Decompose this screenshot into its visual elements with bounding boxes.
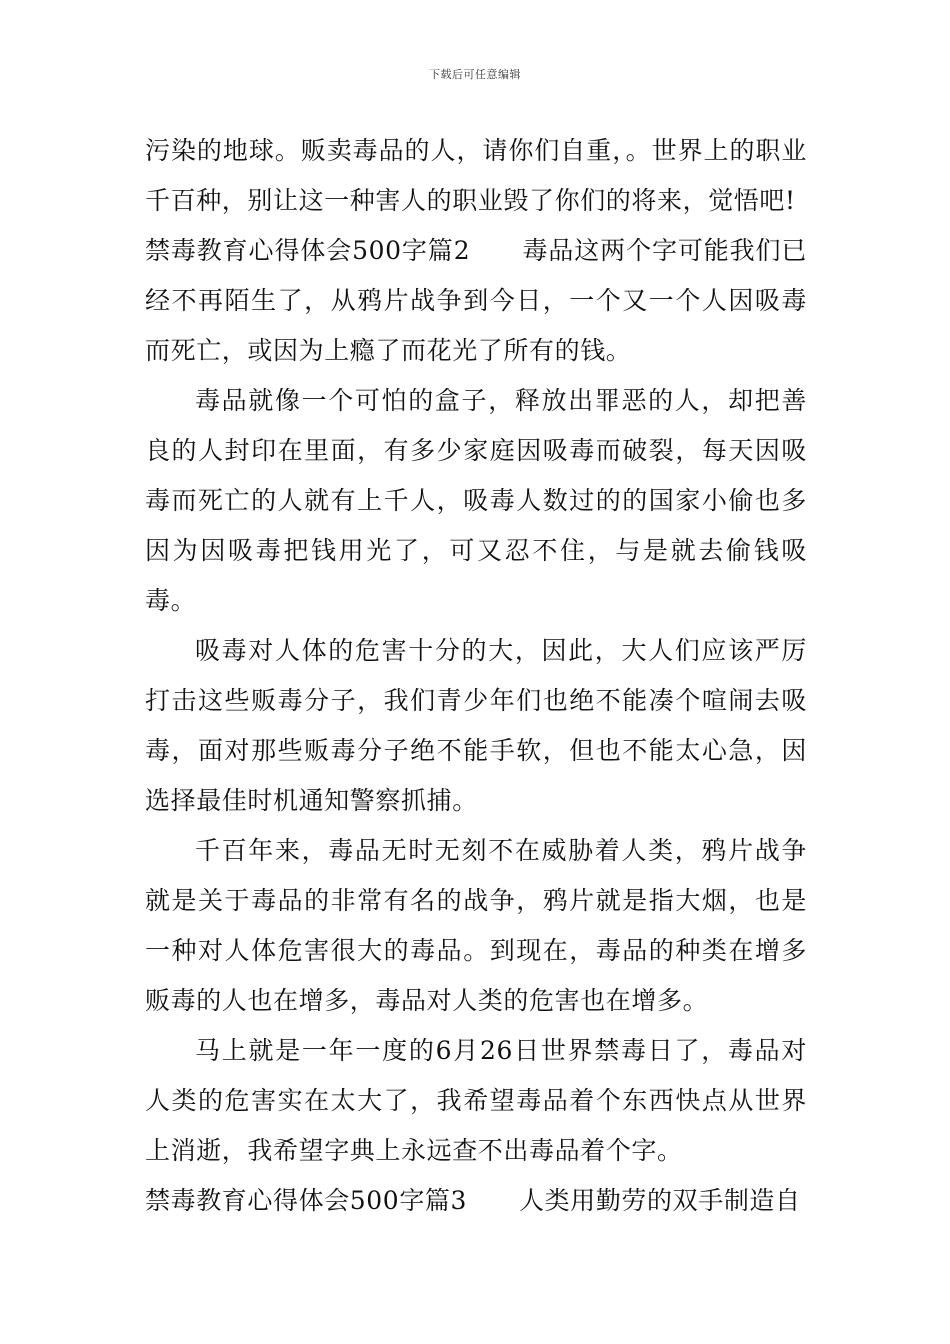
section-3-title: 禁毒教育心得体会500字篇3 [145,1186,468,1215]
section-2-title: 禁毒教育心得体会500字篇2 [145,236,471,265]
document-body [145,126,807,1226]
paragraph-history: 千百年来，毒品无时无刻不在威胁着人类，鸦片战争就是关于毒品的非常有名的战争，鸦片就是指大烟，也是一种对人体危害很大的毒品。到现在，毒品的种类在增多贩毒的人也在增多，毒品对人类的危害也在增多。 [145,836,807,1015]
page-header: 下载后可任意编辑 [429,68,521,81]
section-3 [145,1176,807,1226]
section-3-text: 人类用勤劳的双手制造自 [519,1186,801,1215]
paragraph-drug-day: 马上就是一年一度的6月26日世界禁毒日了，毒品对人类的危害实在太大了，我希望毒品着个东西快点从世界上消逝，我希望字典上永远查不出毒品着个字。 [145,1036,807,1165]
paragraph-box-metaphor: 毒品就像一个可怕的盒子，释放出罪恶的人，却把善良的人封印在里面，有多少家庭因吸毒而破裂，每天因吸毒而死亡的人就有上千人，吸毒人数过的的国家小偷也多因为因吸毒把钱用光了，可又忍不住，与是就去偷钱吸毒。 [145,386,807,615]
paragraph-harm: 吸毒对人体的危害十分的大，因此，大人们应该严厉打击这些贩毒分子，我们青少年们也绝不能凑个喧闹去吸毒，面对那些贩毒分子绝不能手软，但也不能太心急，因选择最佳时机通知警察抓捕。 [145,636,807,815]
paragraph-continued: 污染的地球。贩卖毒品的人，请你们自重，。世界上的职业千百种，别让这一种害人的职业毁了你们的将来，觉悟吧! [145,136,807,215]
section-2-text: 毒品这两个字可能我们已经不再陌生了，从鸦片战争到今日，一个又一个人因吸毒而死亡，或因为上瘾了而花光了所有的钱。 [145,236,807,365]
section-2 [145,226,807,376]
